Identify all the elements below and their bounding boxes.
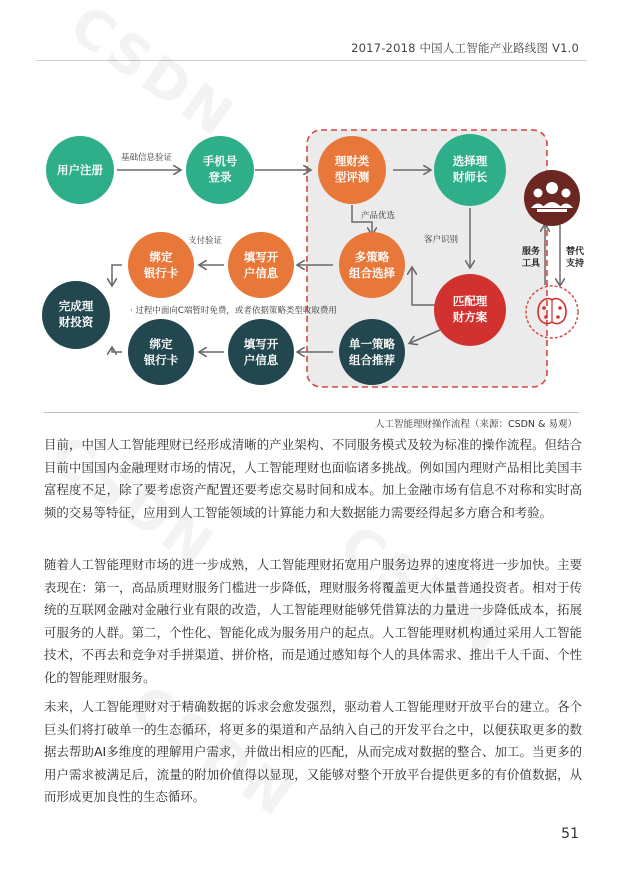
node-fill-info-bottom <box>228 319 294 385</box>
node-label-line: 填写开 <box>243 250 279 264</box>
edge-bind-bottom-to-finish <box>112 348 122 352</box>
node-match-plan <box>434 274 506 346</box>
node-label-line: 理财类 <box>334 154 370 168</box>
side-label-service-tools: 工具 <box>521 259 541 269</box>
node-multi-strategy <box>339 232 405 298</box>
node-label-line: 户信息 <box>243 266 279 280</box>
node-finish-investment <box>42 281 110 349</box>
node-label-line: 绑定 <box>149 250 173 264</box>
node-label-line: 手机号 <box>202 154 238 168</box>
node-bind-card-bottom <box>128 319 194 385</box>
side-label-alternative-support: 支持 <box>565 259 585 269</box>
paragraph-future: 未来，人工智能理财对于精确数据的诉求会愈发强烈，驱动着人工智能理财开放平台的建立。各个巨头们将打破单一的生态循环，将更多的渠道和产品纳入自己的开发平台之中，以便获取更多的数据去帮助AI多维度的理解用户需求，并做出相应的匹配，从而完成对数据的整合、加工。当更多的用户需求被满足后，流量的附加价值得以显现，又能够对整个开放平台提供更多的有价值数据，从而形成更加良性的生态循环。 <box>44 699 582 804</box>
node-label-line: 财方案 <box>452 310 488 324</box>
side-label-service-tools: 服务 <box>521 247 541 257</box>
node-label-line: 多策略 <box>354 250 390 264</box>
node-label-line: 财投资 <box>58 315 94 329</box>
node-label-line: 选择理 <box>452 154 488 168</box>
node-label-line: 完成理 <box>58 299 94 313</box>
edge-label-fee-note: · 过程中面向C端暂时免费，或者依据策略类型收取费用 <box>130 306 337 316</box>
advisor-team-icon <box>524 170 580 226</box>
node-label-line: 银行卡 <box>143 353 179 367</box>
node-label-line: 绑定 <box>149 337 173 351</box>
node-label-line: 登录 <box>208 170 232 184</box>
node-label-line: 单一策略 <box>349 337 395 351</box>
node-phone-login <box>186 136 254 204</box>
node-label-line: 财师长 <box>452 170 488 184</box>
node-label-line: 型评测 <box>334 170 370 184</box>
side-label-alternative-support: 替代 <box>565 247 585 257</box>
page-number: 51 <box>561 826 579 842</box>
edge-label-product-pick: 产品优选 <box>361 211 396 221</box>
document-header-title: 2017-2018 中国人工智能产业路线图 V1.0 <box>351 41 579 55</box>
node-label-line: 用户注册 <box>57 163 103 177</box>
node-label-line: 组合推荐 <box>349 353 395 367</box>
node-label-line: 匹配理 <box>452 294 488 308</box>
node-choose-advisor <box>434 134 506 206</box>
edge-label-payment-verify: 支付验证 <box>188 236 223 246</box>
edge-bind-top-to-finish <box>112 265 122 285</box>
operation-flow-diagram <box>0 0 623 420</box>
node-label-line: 组合选择 <box>349 266 395 280</box>
node-label-line: 填写开 <box>243 337 279 351</box>
paragraph-challenges: 目前，中国人工智能理财已经形成清晰的产业架构、不同服务模式及较为标准的操作流程。但结合目前中国国内金融理财市场的情况，人工智能理财也面临诸多挑战。例如国内理财产品相比美国丰富程度不足，除了要考虑资产配置还要考虑交易时间和成本。加上金融市场有信息不对称和实时高频的交易等特征，应用到人工智能领域的计算能力和大数据能力需要经得起多方磨合和考验。 <box>44 437 582 520</box>
paragraph-maturity: 随着人工智能理财市场的进一步成熟，人工智能理财拓宽用户服务边界的速度将进一步加快。主要表现在：第一，高品质理财服务门槛进一步降低，理财服务将覆盖更大体量普通投资者。相对于传统的互联网金融对金融行业有限的改造，人工智能理财能够凭借算法的力量进一步降低成本，拓展可服务的人群。第二，个性化、智能化成为服务用户的起点。人工智能理财机构通过采用人工智能技术，不再去和竞争对手拼渠道、拼价格，而是通过感知每个人的具体需求、推出千人千面、个性化的智能理财服务。 <box>44 557 582 685</box>
node-risk-assessment <box>318 136 386 204</box>
node-label-line: 户信息 <box>243 353 279 367</box>
edge-label-customer-id: 客户识别 <box>424 235 459 245</box>
node-user-register <box>46 136 114 204</box>
edge-label-basic-verify: 基础信息验证 <box>121 153 173 163</box>
node-single-strategy <box>339 319 405 385</box>
node-label-line: 银行卡 <box>143 266 179 280</box>
figure-caption: 人工智能理财操作流程（来源：CSDN & 易观） <box>374 419 577 430</box>
node-fill-info-top <box>228 232 294 298</box>
node-bind-card-top <box>128 232 194 298</box>
caption-divider <box>44 412 579 413</box>
